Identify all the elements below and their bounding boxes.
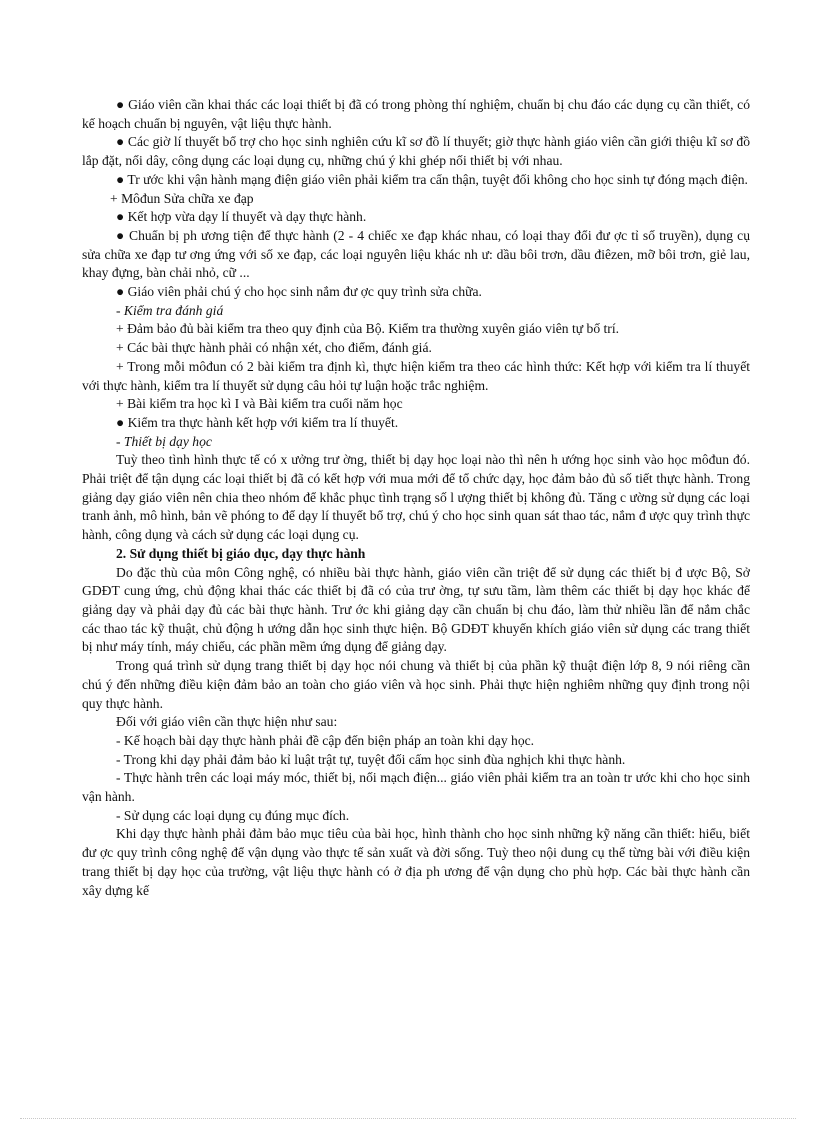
section-heading-2: 2. Sử dụng thiết bị giáo dục, dạy thực hành xyxy=(116,545,366,561)
paragraph-assessment-3: + Trong mỗi môđun có 2 bài kiểm tra định kì, thực hiện kiểm tra theo các hình thức: Kết hợp với kiểm tra lí thuyết với thực hành, kiểm tra lí thuyết sử dụng câu hỏi tự luận hoặc trắc nghiệm. xyxy=(82,358,750,393)
paragraph-assessment-4: + Bài kiểm tra học kì I và Bài kiểm tra cuối năm học xyxy=(116,396,403,412)
paragraph-equipment-body: Tuỳ theo tình hình thực tế có x ưởng trư ờng, thiết bị dạy học loại nào thì nên h ướng học sinh vào học môđun đó. Phải triệt để tận dụng các loại thiết bị đã có kết hợp với mua mới để tổ chức dạy, học đảm bảo đủ số tiết thực hành. Trong giảng dạy giáo viên nên chia theo nhóm để khắc phục tình trạng số l ượng thiết bị không đủ. Tăng c ường sử dụng các loại tranh ảnh, mô hình, bản vẽ phóng to để dạy lí thuyết bổ trợ, chú ý cho học sinh quan sát thao tác, nắm đ ược quy trình thực hành, công dụng và cách sử dụng các loại dụng cụ. xyxy=(82,452,750,543)
paragraph-section2-body-1: Do đặc thù của môn Công nghệ, có nhiều bài thực hành, giáo viên cần triệt để sử dụng các thiết bị đ ược Bộ, Sở GDĐT cung ứng, chủ động khai thác các thiết bị đã có của trư ờng, tự sưu tầm, làm thêm các thiết bị dạy học khác để giảng dạy và phải dạy đủ các bài thực hành. Trư ớc khi giảng dạy cần chuẩn bị chu đáo, làm thử nhiều lần để nắm chắc các thao tác kỹ thuật, chủ động h ướng dẫn học sinh thực hiện. Bộ GDĐT khuyến khích giáo viên sử dụng các trang thiết bị như máy tính, máy chiếu, các phần mềm ứng dụng để giảng dạy. xyxy=(82,564,750,655)
document-page xyxy=(82,96,750,900)
paragraph-bullet-equipment: ● Giáo viên cần khai thác các loại thiết bị đã có trong phòng thí nghiệm, chuẩn bị chu đáo các dụng cụ cần thiết, có kế hoạch chuẩn bị nguyên, vật liệu thực hành. xyxy=(82,97,750,131)
section-heading-equipment: - Thiết bị dạy học xyxy=(116,433,212,449)
paragraph-teacher-rule-3: - Thực hành trên các loại máy móc, thiết bị, nối mạch điện... giáo viên phải kiểm tra an toàn tr ước khi cho học sinh vận hành. xyxy=(82,770,750,805)
paragraph-bullet-prepare: ● Chuẩn bị ph ương tiện để thực hành (2 - 4 chiếc xe đạp khác nhau, có loại thay đổi đư ợc tỉ số truyền), dụng cụ sửa chữa xe đạp tư ơng ứng với số xe đạp, các loại nguyên liệu khác nh ư: dầu bôi trơn, dầu điêzen, mỡ bôi trơn, giẻ lau, khay đựng, bàn chải nhỏ, cữ ... xyxy=(82,227,750,281)
page-bottom-divider xyxy=(20,1118,796,1119)
paragraph-assessment-5: ● Kiểm tra thực hành kết hợp với kiểm tra lí thuyết. xyxy=(116,414,399,430)
paragraph-bullet-theory-hours: ● Các giờ lí thuyết bổ trợ cho học sinh nghiên cứu kĩ sơ đồ lí thuyết; giờ thực hành giáo viên cần giới thiệu kĩ sơ đồ lắp đặt, nối dây, công dụng các loại dụng cụ, những chú ý khi ghép nối thiết bị với nhau. xyxy=(82,134,750,169)
paragraph-section2-body-2: Trong quá trình sử dụng trang thiết bị dạy học nói chung và thiết bị của phần kỹ thuật điện lớp 8, 9 nói riêng cần chú ý đến những điều kiện đảm bảo an toàn cho giáo viên và học sinh. Phải thực hiện nghiêm những quy định trong nội quy thực hành. xyxy=(82,658,750,711)
paragraph-assessment-2: + Các bài thực hành phải có nhận xét, cho điểm, đánh giá. xyxy=(116,340,432,356)
section-heading-assessment: - Kiểm tra đánh giá xyxy=(116,302,224,318)
paragraph-teacher-rule-2: - Trong khi dạy phải đảm bảo kỉ luật trật tự, tuyệt đối cấm học sinh đùa nghịch khi thực hành. xyxy=(116,751,626,767)
paragraph-teacher-rule-1: - Kế hoạch bài dạy thực hành phải đề cập đến biện pháp an toàn khi dạy học. xyxy=(116,732,535,748)
paragraph-bullet-combine: ● Kết hợp vừa dạy lí thuyết và dạy thực hành. xyxy=(116,209,367,225)
paragraph-practice-body: Khi dạy thực hành phải đảm bảo mục tiêu của bài học, hình thành cho học sinh những kỹ năng cần thiết: hiểu, biết đư ợc quy trình công nghệ để vận dụng vào thực tế sản xuất và đời sống. Tuỳ theo nội dung cụ thể từng bài với điều kiện trang thiết bị dạy học của trường, vật liệu thực hành có ở địa ph ương để vận dụng cho phù hợp. Các bài thực hành cần xây dựng kế xyxy=(82,826,750,898)
module-heading-bicycle: + Môđun Sửa chữa xe đạp xyxy=(110,190,254,206)
paragraph-teacher-intro: Đối với giáo viên cần thực hiện như sau: xyxy=(116,714,338,730)
paragraph-bullet-procedure: ● Giáo viên phải chú ý cho học sinh nắm đư ợc quy trình sửa chữa. xyxy=(116,284,482,300)
paragraph-bullet-safety-check: ● Tr ước khi vận hành mạng điện giáo viên phải kiểm tra cẩn thận, tuyệt đối không cho học sinh tự đóng mạch điện. xyxy=(116,171,748,187)
paragraph-teacher-rule-4: - Sử dụng các loại dụng cụ đúng mục đích. xyxy=(116,807,350,823)
paragraph-assessment-1: + Đảm bảo đủ bài kiểm tra theo quy định của Bộ. Kiểm tra thường xuyên giáo viên tự bố trí. xyxy=(116,321,620,337)
